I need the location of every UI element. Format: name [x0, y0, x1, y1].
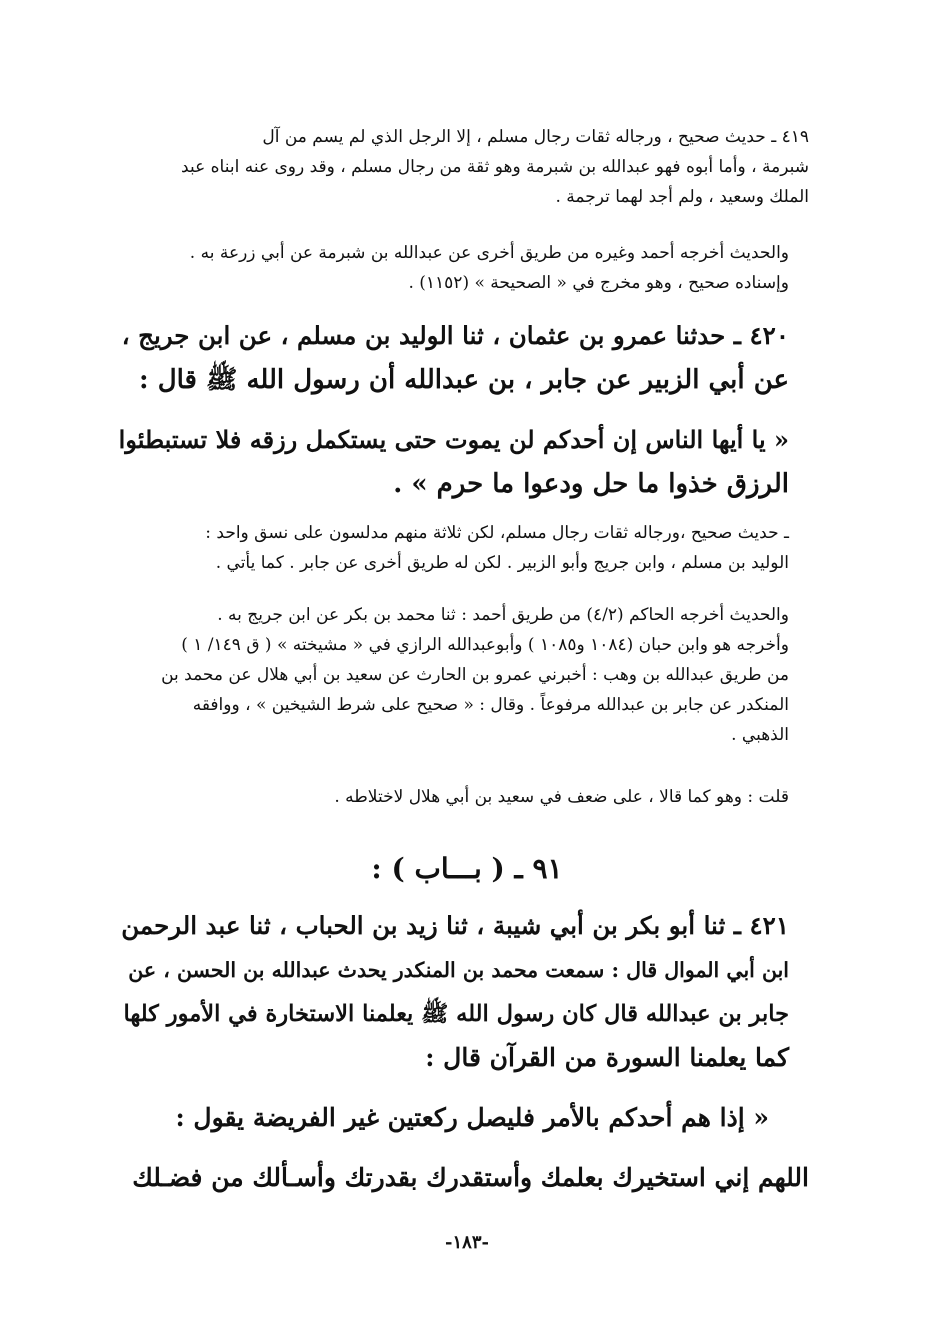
hadith-421-matn: [119, 1096, 809, 1200]
note-419: [119, 122, 809, 212]
note-line: الذهبي .: [731, 725, 789, 745]
hadith-line: ٤٢١ ـ ثنا أبو بكر بن أبي شيبة ، ثنا زيد بن الحباب ، ثنا عبد الرحمن: [121, 911, 789, 940]
hadith-420-isnad: [119, 314, 809, 402]
note-line: ٤١٩ ـ حديث صحيح ، ورجاله ثقات رجال مسلم ، إلا الرجل الذي لم يسم من آل: [262, 127, 809, 147]
hadith-line: ابن أبي الموال قال : سمعت محمد بن المنكدر يحدث عبدالله بن الحسن ، عن: [128, 958, 789, 982]
note-420-comment: قلت : وهو كما قالا ، على ضعف في سعيد بن أبي هلال لاختلاطه .: [334, 787, 789, 807]
note-419-takhrij: [119, 238, 809, 298]
note-420: [119, 518, 809, 578]
hadith-line: الرزق خذوا ما حل ودعوا ما حرم » .: [393, 469, 789, 499]
note-line: الملك وسعيد ، ولم أجد لهما ترجمة .: [555, 187, 809, 207]
hadith-line: جابر بن عبدالله قال كان رسول الله ﷺ يعلمنا الاستخارة في الأمور كلها: [123, 1001, 789, 1027]
hadith-421: [119, 904, 809, 1080]
note-line: وإسناده صحيح ، وهو مخرج في « الصحيحة » (١١٥٢) .: [408, 273, 789, 293]
note-line: المنكدر عن جابر بن عبدالله مرفوعاً . وقال : « صحيح على شرط الشيخين » ، ووافقه: [192, 695, 789, 715]
note-line: والحديث أخرجه الحاكم (٤/٢) من طريق أحمد : ثنا محمد بن بكر عن ابن جريج به .: [217, 605, 789, 625]
hadith-420-matn: [119, 418, 809, 506]
note-line: الوليد بن مسلم ، وابن جريج وأبو الزبير . لكن له طريق أخرى عن جابر . كما يأتي .: [215, 553, 789, 573]
note-420-takhrij: [119, 600, 809, 750]
chapter-heading: ٩١ ـ ( بـــاب ) :: [371, 852, 563, 885]
hadith-line: عن أبي الزبير عن جابر ، بن عبدالله أن رسول الله ﷺ قال :: [139, 365, 789, 395]
hadith-line: « إذا هم أحدكم بالأمر فليصل ركعتين غير الفريضة يقول :: [175, 1103, 769, 1132]
page-number: -١٨٣-: [445, 1232, 489, 1253]
hadith-line: اللهم إني استخيرك بعلمك وأستقدرك بقدرتك وأسـألك من فضـلك: [132, 1163, 809, 1192]
note-line: شبرمة ، وأما أبوه فهو عبدالله بن شبرمة وهو ثقة من رجال مسلم ، وقد روى عنه ابناه عبد: [181, 157, 809, 177]
note-line: والحديث أخرجه أحمد وغيره من طريق أخرى عن عبدالله بن شبرمة عن أبي زرعة به .: [189, 243, 789, 263]
note-line: وأخرجه هو وابن حبان (١٠٨٤ و١٠٨٥ ) وأبوعبدالله الرازي في « مشيخته » ( ق ١٤٩/ ١ ): [181, 635, 789, 655]
hadith-line: « يا أيها الناس إن أحدكم لن يموت حتى يستكمل رزقه فلا تستبطئوا: [118, 425, 789, 454]
hadith-line: كما يعلمنا السورة من القرآن قال :: [425, 1043, 789, 1072]
note-line: ـ حديث صحيح ،ورجاله ثقات رجال مسلم، لكن ثلاثة منهم مدلسون على نسق واحد :: [205, 523, 789, 543]
note-line: من طريق عبدالله بن وهب : أخبرني عمرو بن الحارث عن سعيد بن أبي هلال عن محمد بن: [161, 665, 789, 685]
hadith-line: ٤٢٠ ـ حدثنا عمرو بن عثمان ، ثنا الوليد بن مسلم ، عن ابن جريج ،: [121, 321, 789, 350]
